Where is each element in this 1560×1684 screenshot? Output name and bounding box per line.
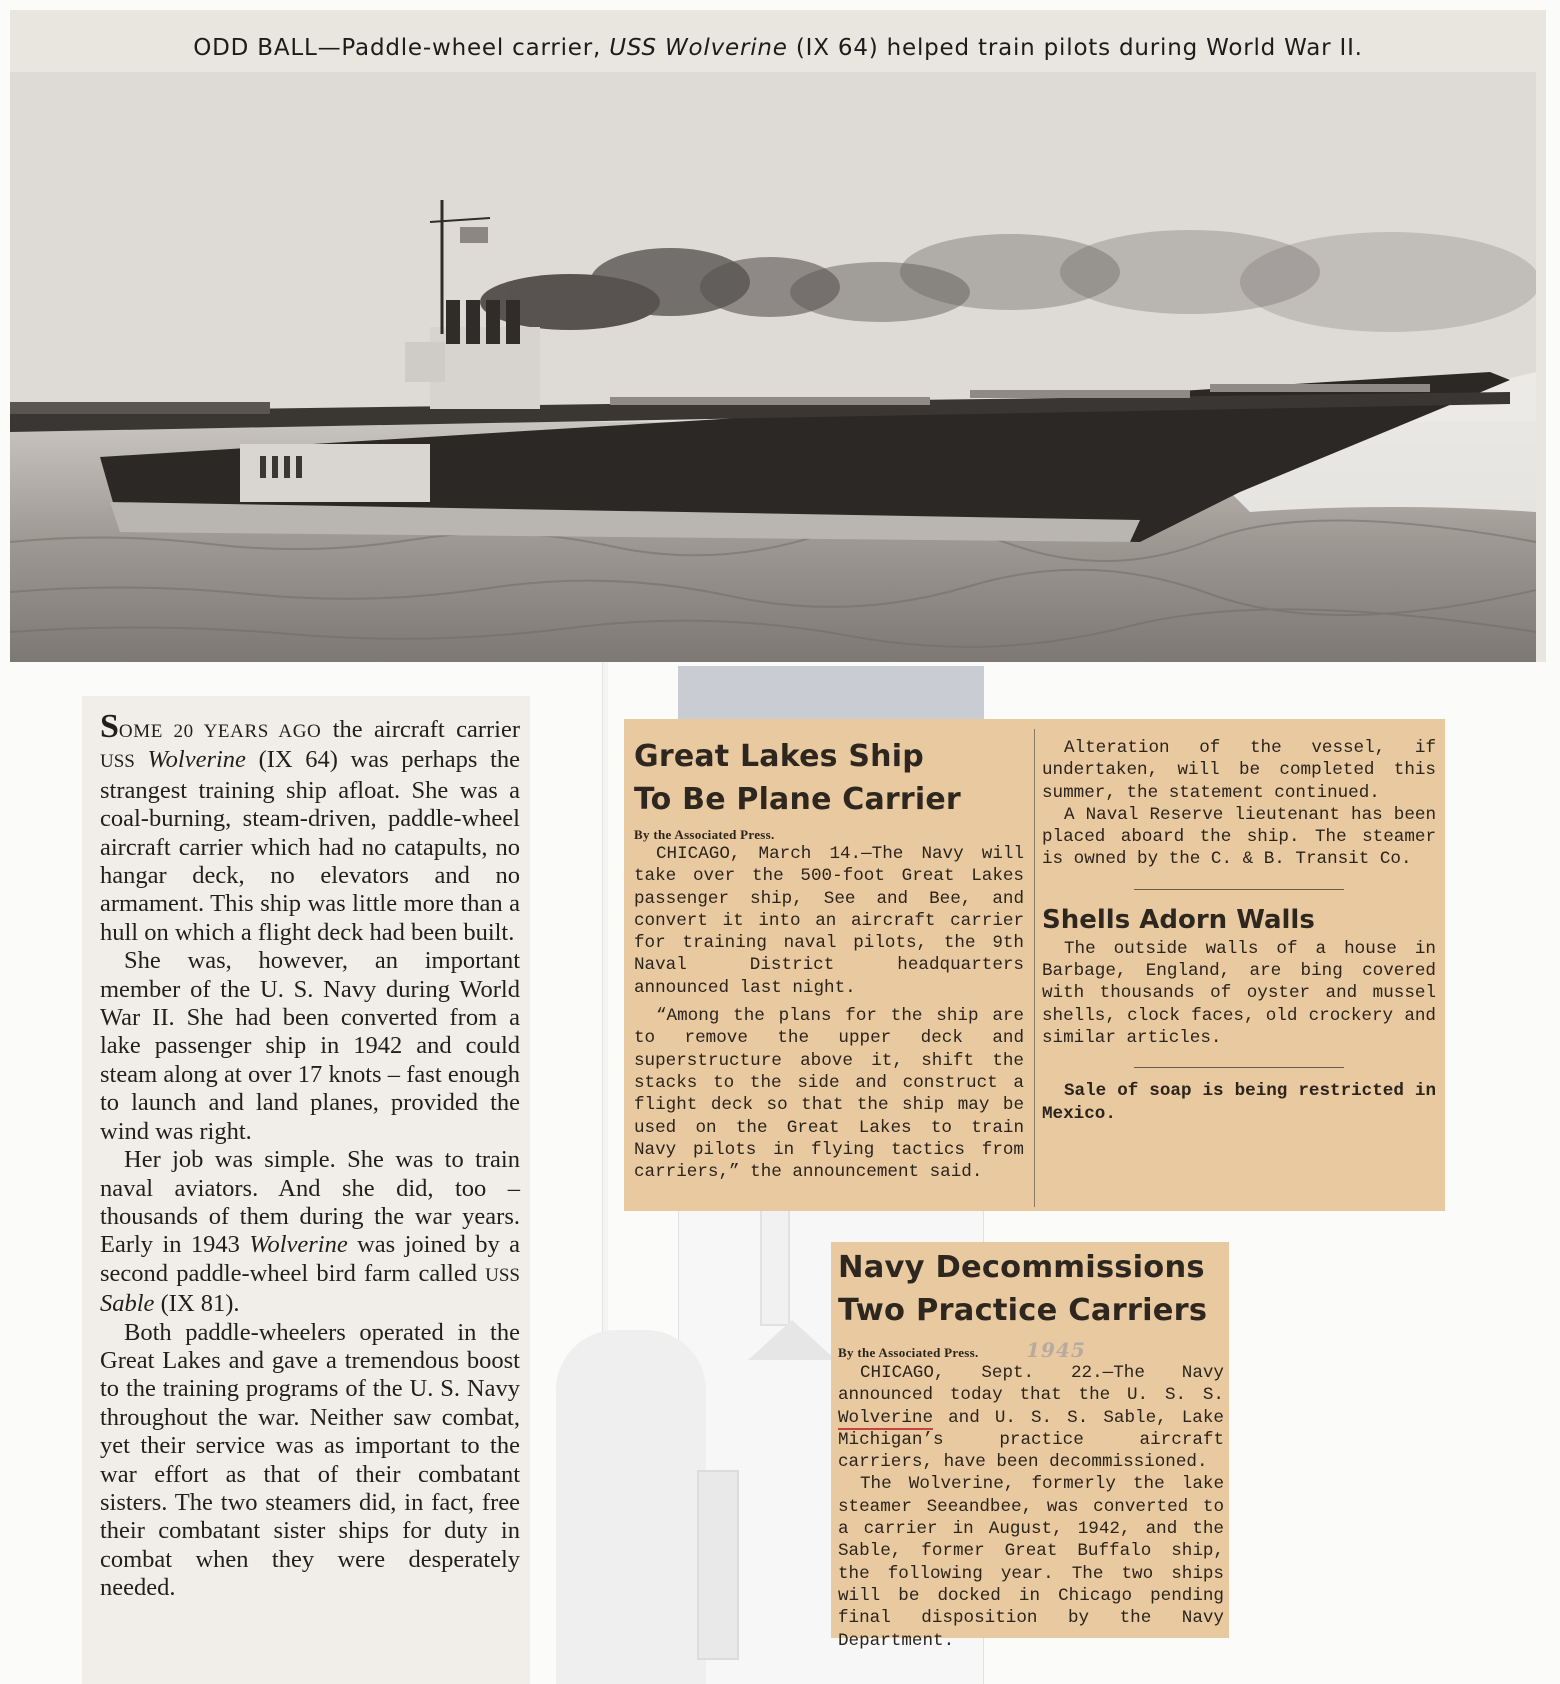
article-ship-name: Wolverine xyxy=(249,1231,348,1259)
clipping-column-2 xyxy=(1042,737,1436,1125)
caption-ship-name: USS Wolverine xyxy=(609,35,788,61)
news-paragraph-2: The Wolverine, formerly the lake steamer Seeandbee, was converted to a carrier in August, 1942, and the Sable, former Great Buffalo ship, the following year. The two ships will be docked in Chicago pending final disposition by the Navy Department. xyxy=(838,1474,1224,1651)
clipping-column xyxy=(838,1246,1224,1652)
clipping-body xyxy=(838,1362,1224,1652)
headline xyxy=(838,1246,1224,1332)
photo-caption xyxy=(10,10,1546,72)
underlined-ship-name: Wolverine xyxy=(838,1407,934,1428)
mount-window-shadow xyxy=(678,666,984,722)
article-text-uss: USS xyxy=(100,751,135,773)
caption-rest: (IX 64) helped train pilots during World War II. xyxy=(795,35,1363,61)
article-text: (IX 64) was perhaps the strangest training ship afloat. She was a coal-burning, steam-driven, paddle-wheel aircraft carrier which had no catapults, no hangar deck, no elevators and no armament. This ship was little more than a hull on which a flight deck had been built. xyxy=(100,746,521,946)
article-ship-name: Sable xyxy=(100,1290,155,1318)
headline xyxy=(634,735,1024,821)
headline-line-2: To Be Plane Carrier xyxy=(634,782,961,817)
divider xyxy=(1134,889,1344,890)
mount-film-slot xyxy=(697,1470,739,1660)
news-paragraph-4: A Naval Reserve lieutenant has been placed aboard the ship. The steamer is owned by the C. & B. Transit Co. xyxy=(1042,804,1436,870)
handwritten-year-note: 1945 xyxy=(1026,1338,1086,1362)
paddle-wheel-carrier-illustration xyxy=(10,72,1536,662)
byline: By the Associated Press. xyxy=(838,1345,979,1360)
mount-arrow xyxy=(748,1320,836,1360)
article-text: Her job was simple. She was to train naval aviators. And she did, too – thousands of them during the war years. Early in 1943 xyxy=(100,1146,520,1259)
article-paragraph-4: Both paddle-wheelers operated in the Great Lakes and gave a tremendous boost to the training programs of the U. S. Navy throughout the war. Neither saw combat, yet their service was as important to the war effort as that of their combatant sisters. The two steamers did, in fact, free their combatant sister ships for duty in combat when they were desperately needed. xyxy=(100,1318,520,1602)
ship-photograph xyxy=(10,72,1536,662)
news-text: and U. S. S. Sable, Lake Michigan’s practice aircraft carriers, have been decommissioned. xyxy=(838,1407,1224,1473)
newspaper-clipping-decommissions xyxy=(831,1242,1229,1651)
article-paragraph-3 xyxy=(100,1146,520,1318)
divider xyxy=(1134,1067,1344,1068)
column-rule xyxy=(1034,729,1035,1207)
article-text: (IX 81). xyxy=(160,1290,240,1318)
headline-line-2: Two Practice Carriers xyxy=(838,1293,1208,1328)
clipping-body xyxy=(634,843,1024,1183)
clipping-column-1 xyxy=(634,735,1024,1183)
news-paragraph-6: Sale of soap is being restricted in Mexico. xyxy=(1042,1081,1436,1124)
byline-row xyxy=(838,1338,1224,1362)
photo-clipping xyxy=(10,10,1546,662)
clipping-body-continued xyxy=(1042,737,1436,871)
news-text: CHICAGO, Sept. 22.—The Navy announced today that the U. S. S. xyxy=(838,1363,1224,1406)
article-paragraph-1 xyxy=(100,710,520,947)
headline-line-1: Navy Decommissions xyxy=(838,1250,1205,1285)
article-ship-name: Wolverine xyxy=(147,746,246,774)
smallcaps-lead: OME 20 YEARS AGO xyxy=(118,721,322,742)
article-text: the aircraft carrier xyxy=(332,716,520,743)
article-paragraph-2: She was, however, an important member of the U. S. Navy during World War II. She had been converted from a lake passenger ship in 1942 and could steam along at over 17 knots – fast enough to launch and land planes, provided the wind was right. xyxy=(100,947,520,1145)
news-paragraph-2: “Among the plans for the ship are to remove the upper deck and superstructure above it, shift the stacks to the side and construct a flight deck so that the ship may be used on the Great Lakes to train Navy pilots in flying tactics from carriers,” the announcement said. xyxy=(634,1006,1024,1183)
mount-slot xyxy=(760,1206,790,1326)
magazine-clipping xyxy=(82,696,530,1684)
clipping-body-soap xyxy=(1042,1080,1436,1125)
headline-line-1: Great Lakes Ship xyxy=(634,739,924,774)
news-paragraph-1 xyxy=(838,1362,1224,1473)
article-text: was joined by a second paddle-wheel bird farm called xyxy=(100,1231,520,1287)
clipping-body-shells xyxy=(1042,938,1436,1049)
caption-lead: ODD BALL—Paddle-wheel carrier, xyxy=(193,35,602,61)
drop-cap: S xyxy=(100,708,119,745)
magazine-article xyxy=(100,710,520,1603)
mount-thumb-grip xyxy=(556,1330,706,1684)
sub-headline: Shells Adorn Walls xyxy=(1042,904,1315,935)
article-text-uss: USS xyxy=(485,1264,520,1286)
newspaper-clipping-great-lakes xyxy=(624,719,1445,1211)
byline: By the Associated Press. xyxy=(634,827,775,842)
news-paragraph-1: CHICAGO, March 14.—The Navy will take over the 500-foot Great Lakes passenger ship, See and Bee, and convert it into an aircraft carrier for training naval pilots, the 9th Naval District headquarters announced last night. xyxy=(634,844,1024,998)
news-paragraph-5: The outside walls of a house in Barbage, England, are bing covered with thousands of oyster and mussel shells, clock faces, old crockery and similar articles. xyxy=(1042,938,1436,1048)
news-paragraph-3: Alteration of the vessel, if undertaken, will be completed this summer, the statement continued. xyxy=(1042,738,1436,803)
